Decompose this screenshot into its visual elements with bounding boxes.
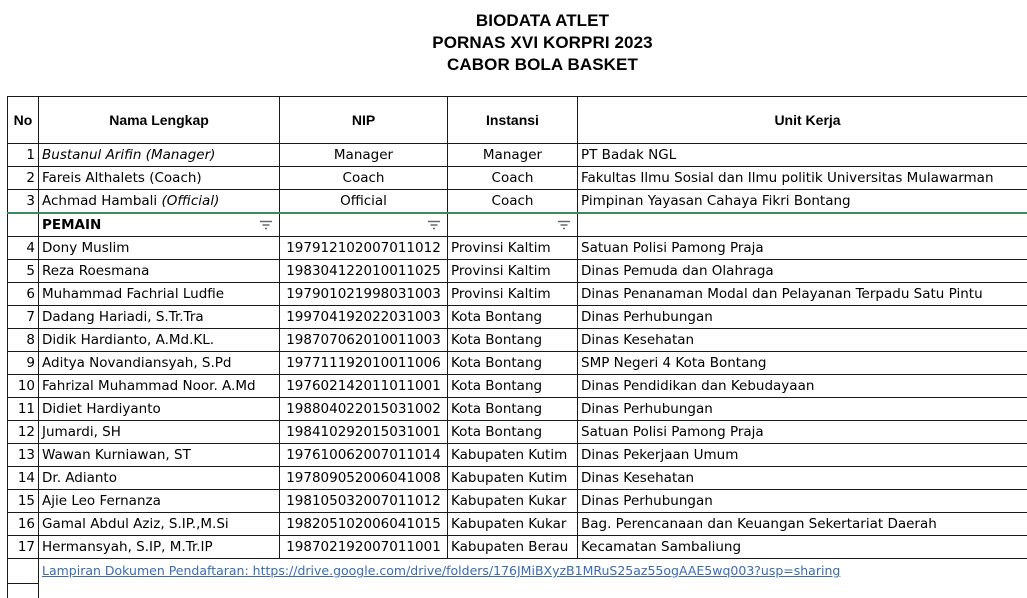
cell-nip[interactable]: 198804022015031002 [280,398,448,421]
table-row [8,398,1027,421]
cell-name[interactable]: Bustanul Arifin (Manager) [39,144,280,167]
table-row [8,283,1027,306]
cell-unit[interactable]: Dinas Kesehatan [578,467,1027,490]
header-row [8,97,1027,144]
document-title [0,10,1027,76]
cell-instansi[interactable]: Kota Bontang [448,421,578,444]
cell-instansi[interactable]: Kota Bontang [448,398,578,421]
cell-unit[interactable]: Dinas Pekerjaan Umum [578,444,1027,467]
cell-no[interactable]: 9 [8,352,39,375]
section-label-cell[interactable] [39,213,280,237]
cell-no[interactable]: 1 [8,144,39,167]
title-line-2: PORNAS XVI KORPRI 2023 [0,32,1027,54]
cell-nip[interactable]: Manager [280,144,448,167]
cell-name[interactable]: Didiet Hardiyanto [39,398,280,421]
cell-name[interactable]: Dr. Adianto [39,467,280,490]
footer-rows [8,559,1027,598]
cell-name[interactable]: Fahrizal Muhammad Noor. A.Md [39,375,280,398]
col-header-nip[interactable]: NIP [280,97,448,144]
cell-name[interactable]: Dony Muslim [39,237,280,260]
cell-instansi[interactable]: Coach [448,190,578,214]
cell-name[interactable]: Muhammad Fachrial Ludfie [39,283,280,306]
cell-unit[interactable]: Dinas Perhubungan [578,306,1027,329]
cell-unit[interactable]: Dinas Penanaman Modal dan Pelayanan Terpadu Satu Pintu [578,283,1027,306]
cell-no[interactable]: 15 [8,490,39,513]
name-text: Achmad Hambali [42,193,161,209]
cell-instansi[interactable]: Kabupaten Kutim [448,467,578,490]
cell-unit[interactable]: Bag. Perencanaan dan Keuangan Sekertariat Daerah [578,513,1027,536]
cell-nip[interactable]: 198304122010011025 [280,260,448,283]
cell-no[interactable]: 3 [8,190,39,214]
cell-no[interactable] [8,213,39,237]
cell-name[interactable]: Hermansyah, S.IP, M.Tr.IP [39,536,280,559]
cell-nip[interactable]: 197711192010011006 [280,352,448,375]
cell-instansi[interactable]: Provinsi Kaltim [448,237,578,260]
cell-instansi[interactable]: Provinsi Kaltim [448,260,578,283]
cell-name[interactable]: Ajie Leo Fernanza [39,490,280,513]
section-filter-cell[interactable] [448,213,578,237]
table-row [8,375,1027,398]
cell-unit[interactable]: Pimpinan Yayasan Cahaya Fikri Bontang [578,190,1027,214]
filter-icon[interactable] [557,220,571,230]
cell-no[interactable]: 8 [8,329,39,352]
cell-name[interactable]: Aditya Novandiansyah, S.Pd [39,352,280,375]
cell-unit[interactable]: Dinas Pendidikan dan Kebudayaan [578,375,1027,398]
cell-instansi[interactable]: Provinsi Kaltim [448,283,578,306]
cell-nip[interactable]: 198702192007011001 [280,536,448,559]
cell-unit[interactable]: Dinas Pemuda dan Olahraga [578,260,1027,283]
cell-unit[interactable]: Dinas Perhubungan [578,490,1027,513]
cell-no[interactable]: 17 [8,536,39,559]
cell-nip[interactable]: 197912102007011012 [280,237,448,260]
col-header-unit[interactable]: Unit Kerja [578,97,1027,144]
cell-unit[interactable]: Fakultas Ilmu Sosial dan Ilmu politik Universitas Mulawarman [578,167,1027,190]
section-label: PEMAIN [42,217,101,233]
table-row [8,237,1027,260]
section-row-pemain [8,213,1027,237]
cell-name[interactable]: Gamal Abdul Aziz, S.IP.,M.Si [39,513,280,536]
col-header-nama[interactable]: Nama Lengkap [39,97,280,144]
cell-unit[interactable]: Satuan Polisi Pamong Praja [578,421,1027,444]
cell-name[interactable]: Dadang Hariadi, S.Tr.Tra [39,306,280,329]
table-row [8,513,1027,536]
cell-unit[interactable]: SMP Negeri 4 Kota Bontang [578,352,1027,375]
filter-icon[interactable] [427,220,441,230]
athlete-table [7,96,1027,598]
cell-no[interactable]: 2 [8,167,39,190]
cell-nip[interactable]: 197809052006041008 [280,467,448,490]
cell-no[interactable]: 11 [8,398,39,421]
cell-name[interactable]: Reza Roesmana [39,260,280,283]
cell-instansi[interactable]: Kota Bontang [448,352,578,375]
cell-name[interactable] [39,190,280,214]
cell-nip[interactable]: 197602142011011001 [280,375,448,398]
cell-instansi[interactable]: Kabupaten Berau [448,536,578,559]
table-row [8,467,1027,490]
table-row [8,167,1027,190]
cell-unit[interactable]: PT Badak NGL [578,144,1027,167]
table-row [8,421,1027,444]
registration-docs-link[interactable]: Lampiran Dokumen Pendaftaran: https://drive.google.com/drive/folders/176JMiBXyzB1MRuS25az55ogAAE5wq003?usp=sharing [42,563,840,578]
link-cell[interactable] [39,559,1027,584]
cell-no[interactable]: 13 [8,444,39,467]
table-row [8,352,1027,375]
cell-no[interactable]: 10 [8,375,39,398]
cell-nip[interactable]: Coach [280,167,448,190]
cell-instansi[interactable]: Kabupaten Kutim [448,444,578,467]
cell-no[interactable]: 7 [8,306,39,329]
table-row [8,144,1027,167]
cell-nip[interactable]: 197610062007011014 [280,444,448,467]
col-header-instansi[interactable]: Instansi [448,97,578,144]
cell-nip[interactable]: 197901021998031003 [280,283,448,306]
cell-no[interactable]: 12 [8,421,39,444]
cell-instansi[interactable]: Kota Bontang [448,329,578,352]
cell-name[interactable]: Didik Hardianto, A.Md.KL. [39,329,280,352]
table-row [8,536,1027,559]
section-empty-cell[interactable] [578,213,1027,237]
table-row [8,260,1027,283]
cell-nip[interactable]: 198410292015031001 [280,421,448,444]
cell-name[interactable]: Fareis Althalets (Coach) [39,167,280,190]
cell-name[interactable]: Jumardi, SH [39,421,280,444]
title-line-3: CABOR BOLA BASKET [0,54,1027,76]
cell-nip[interactable]: 198205102006041015 [280,513,448,536]
table-row [8,190,1027,214]
cell-instansi[interactable]: Kota Bontang [448,306,578,329]
cell-instansi[interactable]: Manager [448,144,578,167]
cell-no[interactable]: 16 [8,513,39,536]
cell-unit[interactable]: Dinas Perhubungan [578,398,1027,421]
cell-nip[interactable]: 198707062010011003 [280,329,448,352]
cell-unit[interactable]: Kecamatan Sambaliung [578,536,1027,559]
table-body [8,144,1027,559]
table-row [8,444,1027,467]
cell-nip[interactable]: 198105032007011012 [280,490,448,513]
cell-no[interactable] [8,559,39,584]
name-role-suffix: (Official) [161,193,219,209]
table-row [8,306,1027,329]
col-header-no[interactable]: No [8,97,39,144]
table-row [8,490,1027,513]
cell-no[interactable]: 14 [8,467,39,490]
table-row [8,329,1027,352]
title-line-1: BIODATA ATLET [0,10,1027,32]
filter-icon[interactable] [259,220,273,230]
cell-unit[interactable]: Dinas Kesehatan [578,329,1027,352]
link-row [8,559,1027,584]
cell-instansi[interactable]: Kabupaten Kukar [448,513,578,536]
section-filter-cell[interactable] [280,213,448,237]
cell-instansi[interactable]: Coach [448,167,578,190]
cell-no[interactable]: 5 [8,260,39,283]
cell-nip[interactable]: Official [280,190,448,214]
cell-instansi[interactable]: Kota Bontang [448,375,578,398]
cell-unit[interactable]: Satuan Polisi Pamong Praja [578,237,1027,260]
cell-name[interactable]: Wawan Kurniawan, ST [39,444,280,467]
cell-no[interactable]: 4 [8,237,39,260]
cell-no[interactable]: 6 [8,283,39,306]
cell-instansi[interactable]: Kabupaten Kukar [448,490,578,513]
cell-nip[interactable]: 199704192022031003 [280,306,448,329]
